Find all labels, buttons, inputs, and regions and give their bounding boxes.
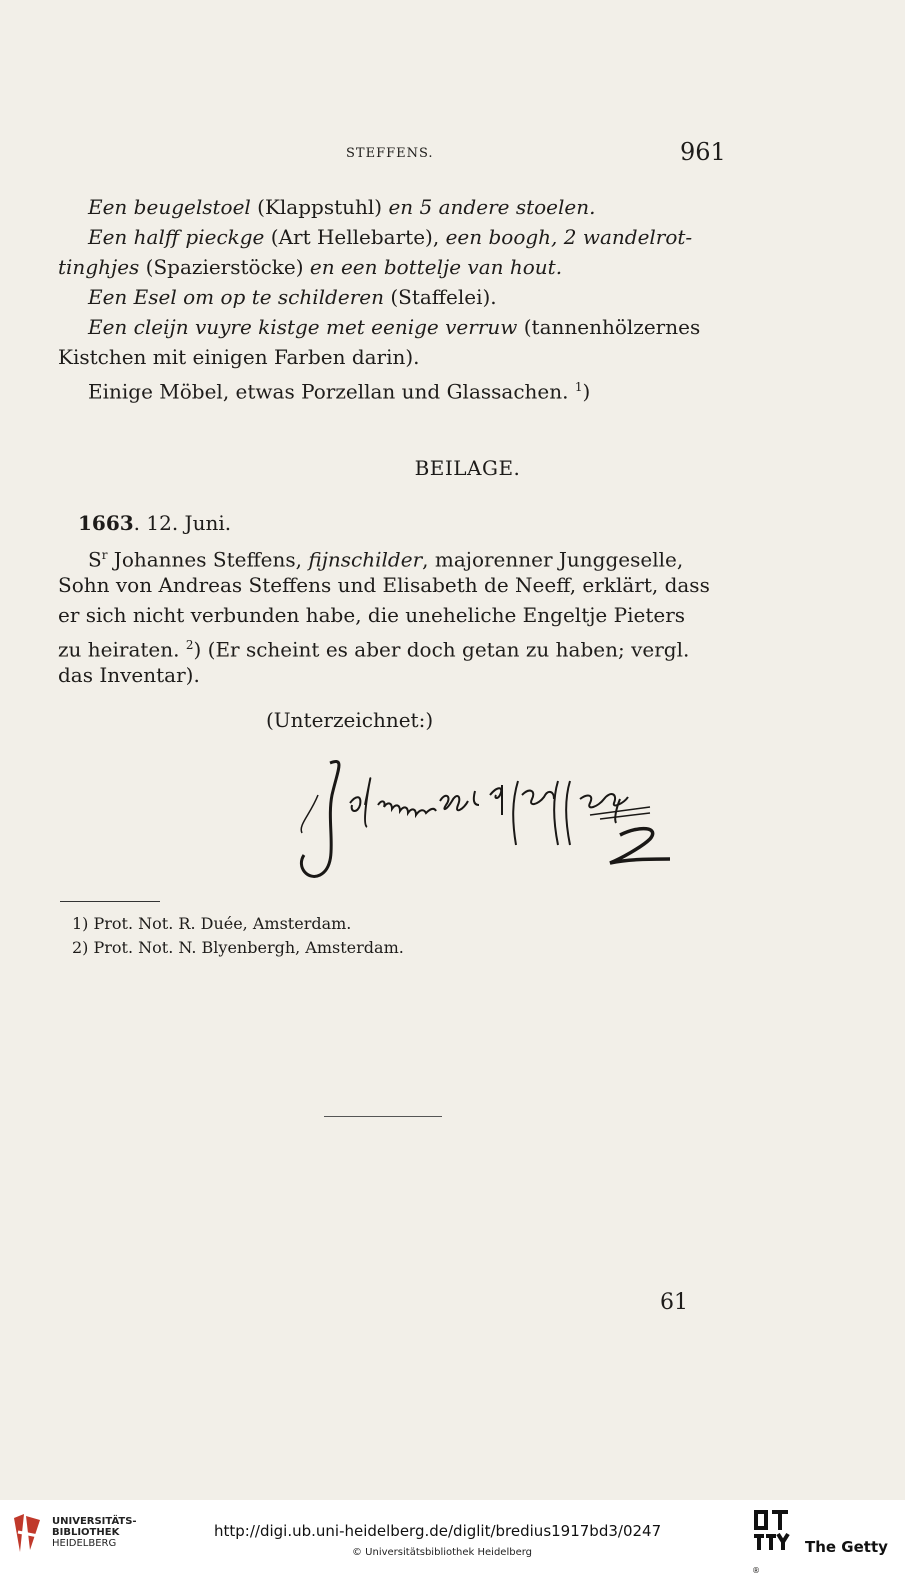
inventory-line	[58, 372, 733, 402]
library-name-line: BIBLIOTHEK	[52, 1527, 120, 1538]
dutch-text: tinghjes	[58, 255, 140, 279]
footnotes	[72, 912, 404, 960]
dutch-text: Een Esel om op te schilderen	[88, 285, 384, 309]
dutch-text: Een halff pieckge	[88, 225, 265, 249]
text-run: zu heiraten.	[58, 637, 186, 662]
dutch-text: Een beugelstoel	[88, 195, 251, 219]
date-line	[58, 508, 733, 538]
end-rule	[324, 1116, 442, 1117]
paragraph-line: Sohn von Andreas Steffens und Elisabeth de Neeff, erklärt, dass	[58, 573, 710, 597]
section-title: BEILAGE.	[414, 456, 521, 480]
registered-mark: ®	[752, 1566, 760, 1575]
handwritten-signature	[290, 755, 700, 885]
german-gloss: (Spazierstöcke)	[139, 255, 310, 279]
german-gloss: Kistchen mit einigen Farben darin).	[58, 345, 420, 369]
german-gloss: (Staffelei).	[383, 285, 497, 309]
german-gloss: (tannenhölzernes	[517, 315, 701, 339]
german-gloss: (Art Hellebarte),	[264, 225, 446, 249]
dutch-term: fijnschilder	[308, 547, 423, 572]
entry-year: 1663	[78, 511, 134, 535]
paragraph-line	[58, 630, 733, 660]
inventory-line	[58, 312, 733, 342]
sr-sup: r	[101, 548, 108, 562]
paragraph-line: das Inventar).	[58, 663, 200, 687]
permalink-url[interactable]: http://digi.ub.uni-heidelberg.de/diglit/bredius1917bd3/0247	[214, 1522, 662, 1540]
text-run: Johannes Steffens,	[107, 547, 309, 572]
footnote-ref: 1	[574, 380, 583, 394]
entry-date-text: . 12. Juni.	[133, 511, 232, 535]
dutch-text: een boogh, 2 wandelrot-	[445, 225, 693, 249]
footnote-ref: 2	[185, 638, 194, 652]
paren: )	[582, 379, 591, 404]
entry-paragraph	[58, 540, 733, 690]
viewer-footer	[0, 1500, 905, 1585]
text-run: ) (Er scheint es aber doch getan zu haben; vergl.	[193, 637, 690, 662]
page-number: 961	[680, 138, 726, 166]
sheet-number: 61	[660, 1290, 688, 1315]
dutch-text: en een bottelje van hout.	[309, 255, 563, 279]
sr-abbrev: S	[88, 547, 102, 572]
paragraph-line: er sich nicht verbunden habe, die uneheliche Engeltje Pieters	[58, 603, 686, 627]
inventory-line	[58, 342, 733, 372]
library-name	[52, 1516, 137, 1549]
inventory-line	[58, 282, 733, 312]
dutch-text: Een cleijn vuyre kistge met eenige verruw	[88, 315, 518, 339]
footnote: 2) Prot. Not. N. Blyenbergh, Amsterdam.	[72, 938, 404, 957]
library-logo-icon	[10, 1512, 46, 1554]
inventory-list	[58, 192, 733, 402]
inventory-line	[58, 222, 733, 252]
copyright-notice: © Universitätsbibliothek Heidelberg	[352, 1547, 533, 1558]
text-run: , majorenner Junggeselle,	[422, 547, 684, 572]
footnote: 1) Prot. Not. R. Duée, Amsterdam.	[72, 914, 352, 933]
dutch-text: en 5 andere stoelen.	[388, 195, 596, 219]
library-name-line: HEIDELBERG	[52, 1538, 117, 1549]
german-gloss: (Klappstuhl)	[250, 195, 389, 219]
entry-date	[58, 508, 733, 538]
getty-name: The Getty	[805, 1538, 888, 1556]
signed-label: (Unterzeichnet:)	[266, 708, 434, 732]
inventory-line	[58, 192, 733, 222]
footnote-rule	[60, 901, 160, 902]
running-title: STEFFENS.	[346, 146, 434, 161]
paragraph-line	[58, 540, 733, 570]
getty-logo-icon	[752, 1508, 792, 1552]
german-gloss: Einige Möbel, etwas Porzellan und Glassachen.	[88, 379, 575, 404]
library-name-line: UNIVERSITÄTS-	[52, 1516, 137, 1527]
inventory-line	[58, 252, 733, 282]
